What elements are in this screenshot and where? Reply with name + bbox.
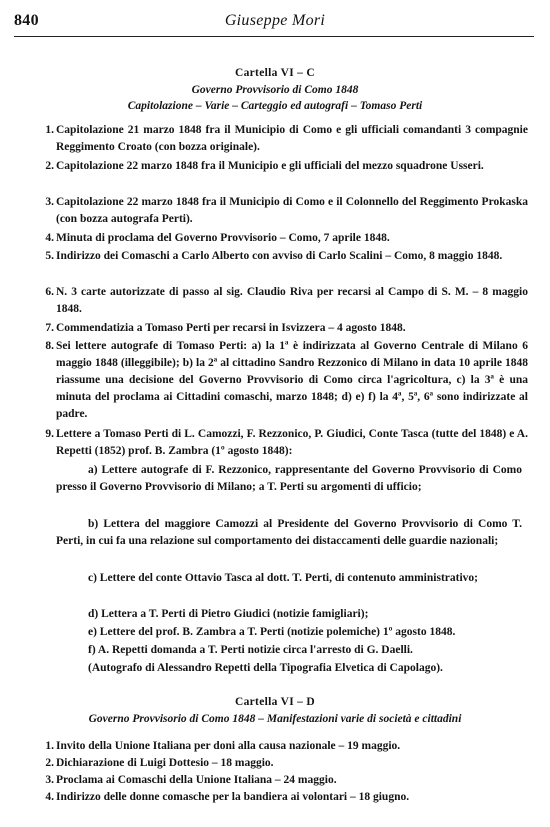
section-c-subtitle: Governo Provvisorio di Como 1848 [191,84,359,96]
running-head [0,0,550,40]
header-rule [14,36,534,37]
item-text: N. 3 carte autorizzate di passo al sig. Claudio Riva per recarsi al Campo di S. M. – 8 maggio 1848. [56,286,528,315]
item-text: Capitolazione 22 marzo 1848 fra il Municipio e gli ufficiali del mezzo squadrone Usseri. [56,160,484,172]
item-number: 6. [45,286,54,298]
running-title: Giuseppe Mori [224,12,326,29]
item-text: Invito della Unione Italiana per doni alla causa nazionale – 19 maggio. [56,740,401,752]
item-number: 8. [45,340,54,352]
item-number: 4. [45,232,54,244]
sub-item: (Autografo di Alessandro Repetti della Tipografia Elvetica di Capolago). [88,662,443,674]
section-c-subtitle-2: Capitolazione – Varie – Carteggio ed autografi – Tomaso Perti [127,100,423,112]
list-item [45,338,528,423]
sub-item: c) Lettere del conte Ottavio Tasca al dott. T. Perti, di contenuto amministrativo; [88,572,478,584]
sub-item: e) Lettere del prof. B. Zambra a T. Perti (notizie polemiche) 1º agosto 1848. [88,626,456,638]
item-text: Indirizzo dei Comaschi a Carlo Alberto con avviso di Carlo Scalini – Como, 8 maggio 1848. [56,250,503,262]
item-text: Capitolazione 22 marzo 1848 fra il Municipio di Como e il Colonnello del Reggimento Prokaska (con bozza autografa Perti). [56,196,528,225]
list-item [45,772,528,788]
item-number: 3. [45,774,54,786]
item-text: Commendatizia a Tomaso Perti per recarsi in Isvizzera – 4 agosto 1848. [56,322,406,334]
item-text: Proclama ai Comaschi della Unione Italiana – 24 maggio. [56,774,337,786]
item-text: Minuta di proclama del Governo Provvisorio – Como, 7 aprile 1848. [56,232,390,244]
section-d-subtitle: Governo Provvisorio di Como 1848 – Manifestazioni varie di società e cittadini [88,713,462,725]
item-number: 3. [45,196,54,208]
sub-item: b) Lettera del maggiore Camozzi al Presidente del Governo Provvisorio di Como T. Perti, in cui fa una relazione sul comportamento dei distaccamenti delle guardie nazionali; [56,518,522,547]
sub-item: d) Lettera a T. Perti di Pietro Giudici (notizie famigliari); [88,608,369,620]
list-item [45,194,528,228]
section-c-label: Cartella VI – C [235,67,315,79]
item-text: Capitolazione 21 marzo 1848 fra il Municipio di Como e gli ufficiali comandanti 3 compagnie Reggimento Croato (con bozza originale). [56,124,528,153]
list-item [45,738,528,754]
item-text: Indirizzo delle donne comasche per la bandiera ai volontari – 18 giugno. [56,791,410,803]
item-number: 1. [45,124,54,136]
item-text: Sei lettere autografe di Tomaso Perti: a) la 1ª è indirizzata al Governo Centrale di Milano 6 maggio 1848 (illeggibile); b) la 2ª al cittadino Sandro Rezzonico di Milano in data 10 aprile 1848 riassume una decisione del Governo Provvisorio di Como circa l'agricoltura, c) la 3ª è una minuta del proclama ai Cittadini comaschi, marzo 1848; d) e) f) la 4ª, 5ª, 6ª sono indirizzate al padre. [56,340,528,420]
item-number: 4. [45,791,54,803]
sub-item: a) Lettere autografe di F. Rezzonico, rappresentante del Governo Provvisorio di Como presso il Governo Provvisorio di Milano; a T. Perti su argomenti di ufficio; [56,464,522,493]
list-item [45,789,528,805]
item-number: 9. [45,428,54,440]
item-text: Lettere a Tomaso Perti di L. Camozzi, F. Rezzonico, P. Giudici, Conte Tasca (tutte del 1848) e A. Repetti (1852) prof. B. Zambra (1º agosto 1848): [56,428,528,457]
page-number: 840 [14,12,39,29]
item-number: 2. [45,757,54,769]
list-item [45,426,528,460]
section-d-label: Cartella VI – D [235,696,315,708]
list-item [45,230,528,247]
list-item [45,320,528,337]
item-number: 1. [45,740,54,752]
list-item [45,248,528,265]
list-item [45,755,528,771]
list-item [45,284,528,318]
item-number: 2. [45,160,54,172]
list-item [45,122,528,156]
item-text: Dichiarazione di Luigi Dottesio – 18 maggio. [56,757,274,769]
item-number: 7. [45,322,54,334]
list-item [45,158,528,175]
sub-item: f) A. Repetti domanda a T. Perti notizie circa l'arresto di G. Daelli. [88,644,413,656]
item-number: 5. [45,250,54,262]
